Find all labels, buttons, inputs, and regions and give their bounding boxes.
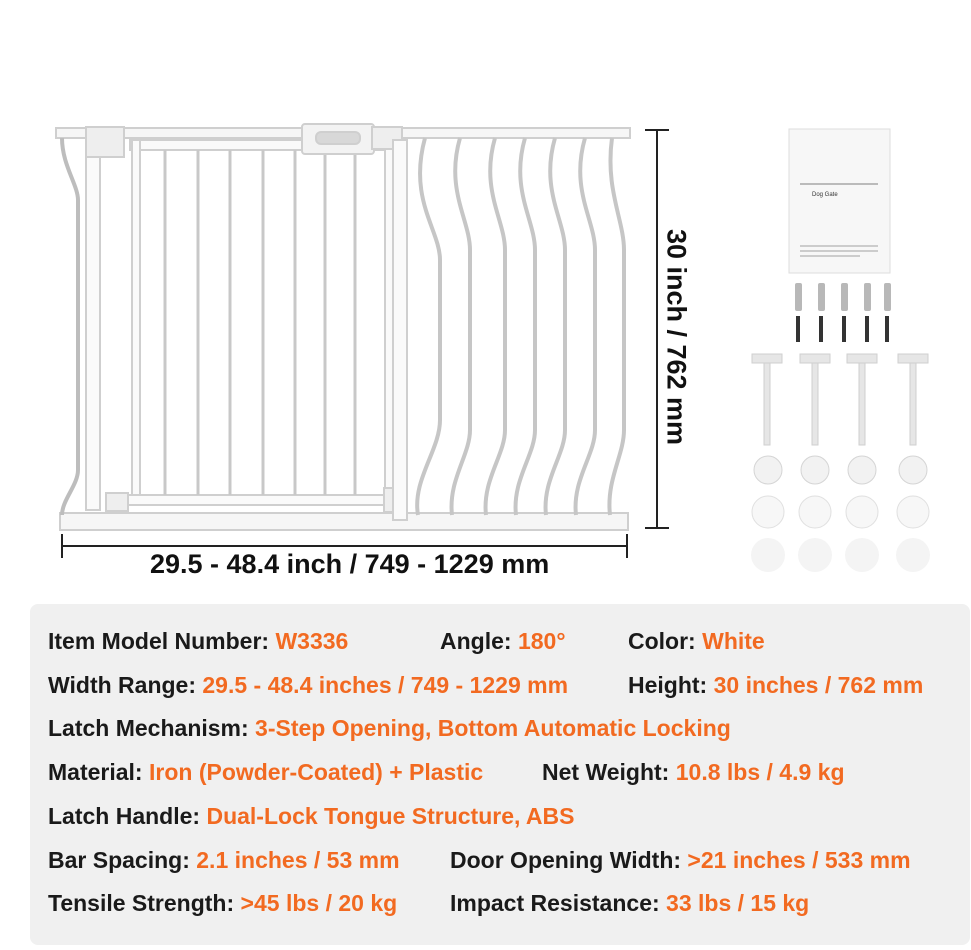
spec-bar-spacing-label: Bar Spacing: [48, 847, 190, 873]
spec-angle [440, 628, 566, 655]
spec-height-value: 30 inches / 762 mm [713, 672, 924, 698]
spec-color [628, 628, 765, 655]
spec-net-weight-label: Net Weight: [542, 759, 670, 785]
spec-tensile-strength-label: Tensile Strength: [48, 890, 235, 916]
locknuts [754, 456, 927, 484]
spec-net-weight [542, 759, 845, 786]
spec-door-opening-width [450, 847, 911, 874]
spec-latch-handle-label: Latch Handle: [48, 803, 201, 829]
specs-panel [30, 604, 970, 945]
spec-door-opening-width-label: Door Opening Width: [450, 847, 682, 873]
spec-tensile-strength [48, 890, 397, 917]
spec-angle-label: Angle: [440, 628, 512, 654]
width-dimension-label: 29.5 - 48.4 inch / 749 - 1229 mm [150, 549, 550, 579]
manual-title: Dog Gate [812, 192, 838, 198]
gate [56, 124, 630, 530]
spec-impact-resistance-value: 33 lbs / 15 kg [666, 890, 810, 916]
spec-latch-mechanism-value: 3-Step Opening, Bottom Automatic Locking [255, 715, 731, 741]
spec-bar-spacing [48, 847, 400, 874]
spec-impact-resistance [450, 890, 809, 917]
screws-and-anchors [795, 283, 891, 342]
spec-material-label: Material: [48, 759, 143, 785]
spec-door-opening-width-value: >21 inches / 533 mm [687, 847, 911, 873]
pressure-spindles [752, 354, 928, 445]
wall-discs [752, 496, 929, 528]
height-dimension-label: 30 inch / 762 mm [661, 228, 692, 446]
wall-pads [751, 538, 930, 572]
spec-model-label: Item Model Number: [48, 628, 270, 654]
spec-width-range-label: Width Range: [48, 672, 196, 698]
spec-width-range-value: 29.5 - 48.4 inches / 749 - 1229 mm [202, 672, 569, 698]
spec-material-value: Iron (Powder-Coated) + Plastic [148, 759, 484, 785]
spec-height-label: Height: [628, 672, 708, 698]
spec-bar-spacing-value: 2.1 inches / 53 mm [196, 847, 400, 873]
spec-model-value: W3336 [275, 628, 349, 654]
spec-net-weight-value: 10.8 lbs / 4.9 kg [675, 759, 845, 785]
spec-angle-value: 180° [517, 628, 566, 654]
spec-latch-mechanism [48, 715, 731, 742]
spec-latch-handle [48, 803, 575, 830]
spec-impact-resistance-label: Impact Resistance: [450, 890, 660, 916]
manual-booklet [789, 129, 890, 273]
spec-color-value: White [702, 628, 765, 654]
spec-material [48, 759, 483, 786]
spec-color-label: Color: [628, 628, 696, 654]
spec-width-range [48, 672, 568, 699]
spec-tensile-strength-value: >45 lbs / 20 kg [240, 890, 398, 916]
spec-latch-mechanism-label: Latch Mechanism: [48, 715, 249, 741]
spec-latch-handle-value: Dual-Lock Tongue Structure, ABS [206, 803, 575, 829]
spec-model [48, 628, 348, 655]
spec-height [628, 672, 923, 699]
